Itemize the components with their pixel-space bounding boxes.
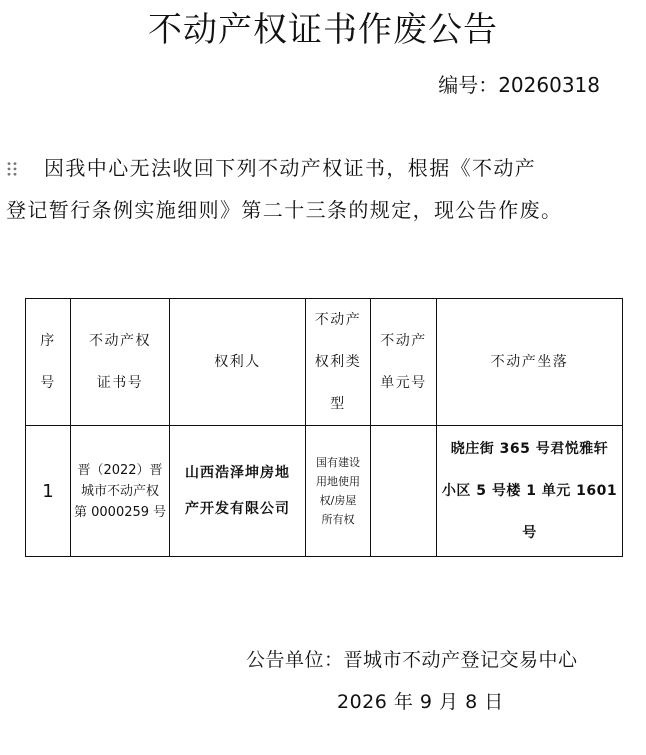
issuing-unit: 公告单位：晋城市不动产登记交易中心: [246, 649, 578, 671]
body-paragraph-line-2: 登记暂行条例实施细则》第二十三条的规定，现公告作废。: [6, 198, 563, 222]
cell-seq: 1: [26, 426, 71, 557]
cell-right-type: 国有建设 用地使用 权/房屋 所有权: [306, 426, 371, 557]
document-title: 不动产权证书作废公告: [148, 10, 498, 50]
cell-certificate-number: 晋（2022）晋 城市不动产权 第 0000259 号: [71, 426, 170, 557]
table-row: [26, 426, 623, 557]
table-header-row: [26, 299, 623, 426]
cell-location: 晓庄街 365 号君悦雅轩 小区 5 号楼 1 单元 1601 号: [437, 426, 623, 557]
header-certificate-number: 不动产权 证书号: [71, 299, 170, 426]
property-certificate-table: [25, 298, 623, 557]
header-location: 不动产坐落: [437, 299, 623, 426]
body-paragraph-line-1: [6, 154, 536, 182]
document-number: 编号：20260318: [438, 73, 600, 97]
header-right-type: 不动产 权利类 型: [306, 299, 371, 426]
header-unit-number: 不动产 单元号: [371, 299, 437, 426]
body-text-1: 因我中心无法收回下列不动产权证书，根据《不动产: [44, 156, 537, 180]
notice-date: 2026 年 9 月 8 日: [337, 691, 504, 713]
cell-unit-number: [371, 426, 437, 557]
drag-handle-icon[interactable]: [6, 161, 18, 177]
cell-right-holder: 山西浩泽坤房地 产开发有限公司: [170, 426, 306, 557]
header-seq: 序 号: [26, 299, 71, 426]
header-right-holder: 权利人: [170, 299, 306, 426]
